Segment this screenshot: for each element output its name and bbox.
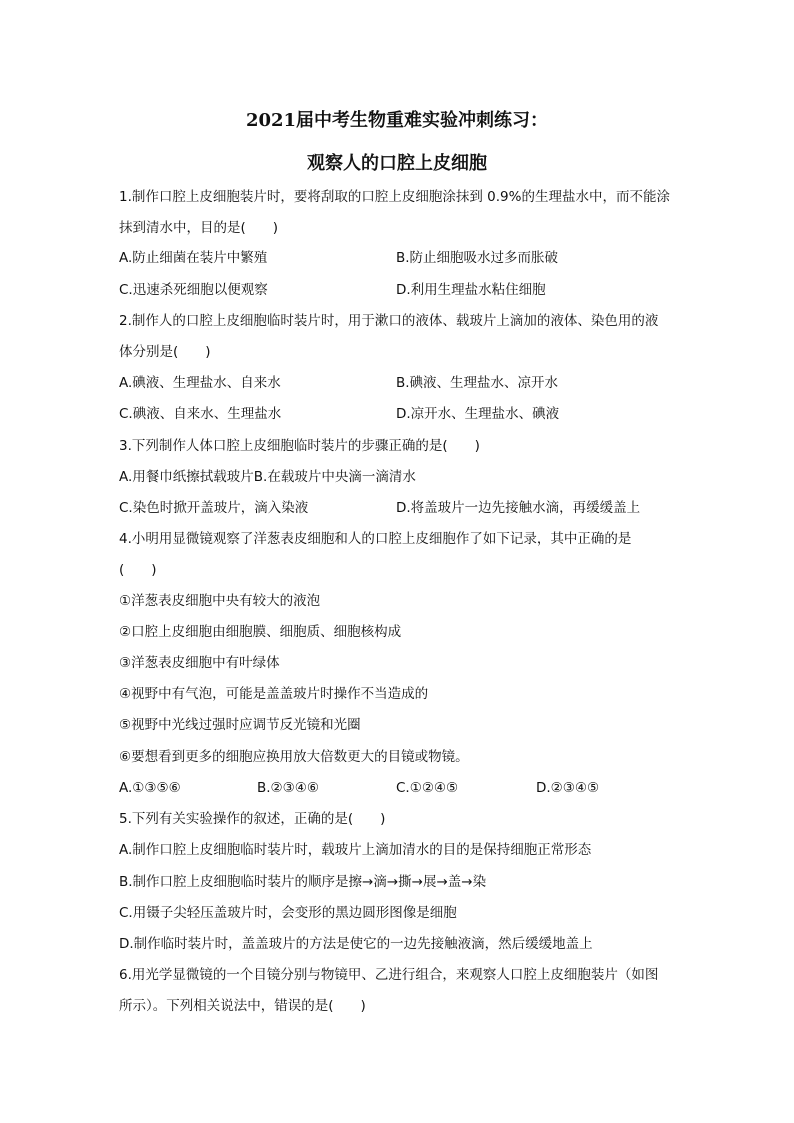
q4-item-3: ③洋葱表皮细胞中有叶绿体 <box>119 655 280 671</box>
q1-option-d: D.利用生理盐水粘住细胞 <box>396 282 546 298</box>
q5-stem-line1: 5.下列有关实验操作的叙述，正确的是( ) <box>119 811 386 827</box>
page-title: 2021届中考生物重难实验冲刺练习： <box>245 110 549 131</box>
q4-item-4: ④视野中有气泡，可能是盖盖玻片时操作不当造成的 <box>119 686 429 702</box>
q3-option-d: D.将盖玻片一边先接触水滴，再缓缓盖上 <box>396 500 641 516</box>
q5-option-b: B.制作口腔上皮细胞临时装片的顺序是擦→滴→撕→展→盖→染 <box>119 874 487 890</box>
page-subtitle: 观察人的口腔上皮细胞 <box>307 153 487 174</box>
q4-option-a: A.①③⑤⑥ <box>119 780 181 796</box>
q2-option-a: A.碘液、生理盐水、自来水 <box>119 375 281 391</box>
q1-option-a: A.防止细菌在装片中繁殖 <box>119 250 268 266</box>
q4-item-2: ②口腔上皮细胞由细胞膜、细胞质、细胞核构成 <box>119 624 402 640</box>
q4-option-b: B.②③④⑥ <box>257 780 319 796</box>
q1-stem-line2: 抹到清水中，目的是( ) <box>119 220 279 236</box>
q1-stem-line1: 1.制作口腔上皮细胞装片时，要将刮取的口腔上皮细胞涂抹到 0.9%的生理盐水中，而不能涂 <box>119 189 670 205</box>
q2-option-c: C.碘液、自来水、生理盐水 <box>119 406 282 422</box>
q6-stem-line1: 6.用光学显微镜的一个目镜分别与物镜甲、乙进行组合，来观察人口腔上皮细胞装片（如图 <box>119 967 659 983</box>
q1-option-b: B.防止细胞吸水过多而胀破 <box>396 250 559 266</box>
q4-option-c: C.①②④⑤ <box>396 780 459 796</box>
q2-stem-line2: 体分别是( ) <box>119 344 211 360</box>
q1-option-c: C.迅速杀死细胞以便观察 <box>119 282 268 298</box>
q4-item-1: ①洋葱表皮细胞中央有较大的液泡 <box>119 593 321 609</box>
q2-stem-line1: 2.制作人的口腔上皮细胞临时装片时，用于漱口的液体、载玻片上滴加的液体、染色用的液 <box>119 313 659 329</box>
q5-option-d: D.制作临时装片时，盖盖玻片的方法是使它的一边先接触液滴，然后缓缓地盖上 <box>119 936 593 952</box>
q4-option-d: D.②③④⑤ <box>536 780 600 796</box>
q4-item-6: ⑥要想看到更多的细胞应换用放大倍数更大的目镜或物镜。 <box>119 749 469 765</box>
q4-stem-line1: 4.小明用显微镜观察了洋葱表皮细胞和人的口腔上皮细胞作了如下记录，其中正确的是 <box>119 531 632 547</box>
q2-option-d: D.凉开水、生理盐水、碘液 <box>396 406 560 422</box>
q6-stem-line2: 所示）。下列相关说法中，错误的是( ) <box>119 998 366 1014</box>
q5-option-c: C.用镊子尖轻压盖玻片时，会变形的黑边圆形图像是细胞 <box>119 905 457 921</box>
q4-item-5: ⑤视野中光线过强时应调节反光镜和光圈 <box>119 717 361 733</box>
q3-option-ab: A.用餐巾纸擦拭载玻片B.在载玻片中央滴一滴清水 <box>119 469 416 485</box>
q2-option-b: B.碘液、生理盐水、凉开水 <box>396 375 559 391</box>
q4-stem-line2: ( ) <box>119 562 157 578</box>
q3-option-c: C.染色时掀开盖玻片，滴入染液 <box>119 500 309 516</box>
q5-option-a: A.制作口腔上皮细胞临时装片时，载玻片上滴加清水的目的是保持细胞正常形态 <box>119 842 592 858</box>
q3-stem-line1: 3.下列制作人体口腔上皮细胞临时装片的步骤正确的是( ) <box>119 438 480 454</box>
